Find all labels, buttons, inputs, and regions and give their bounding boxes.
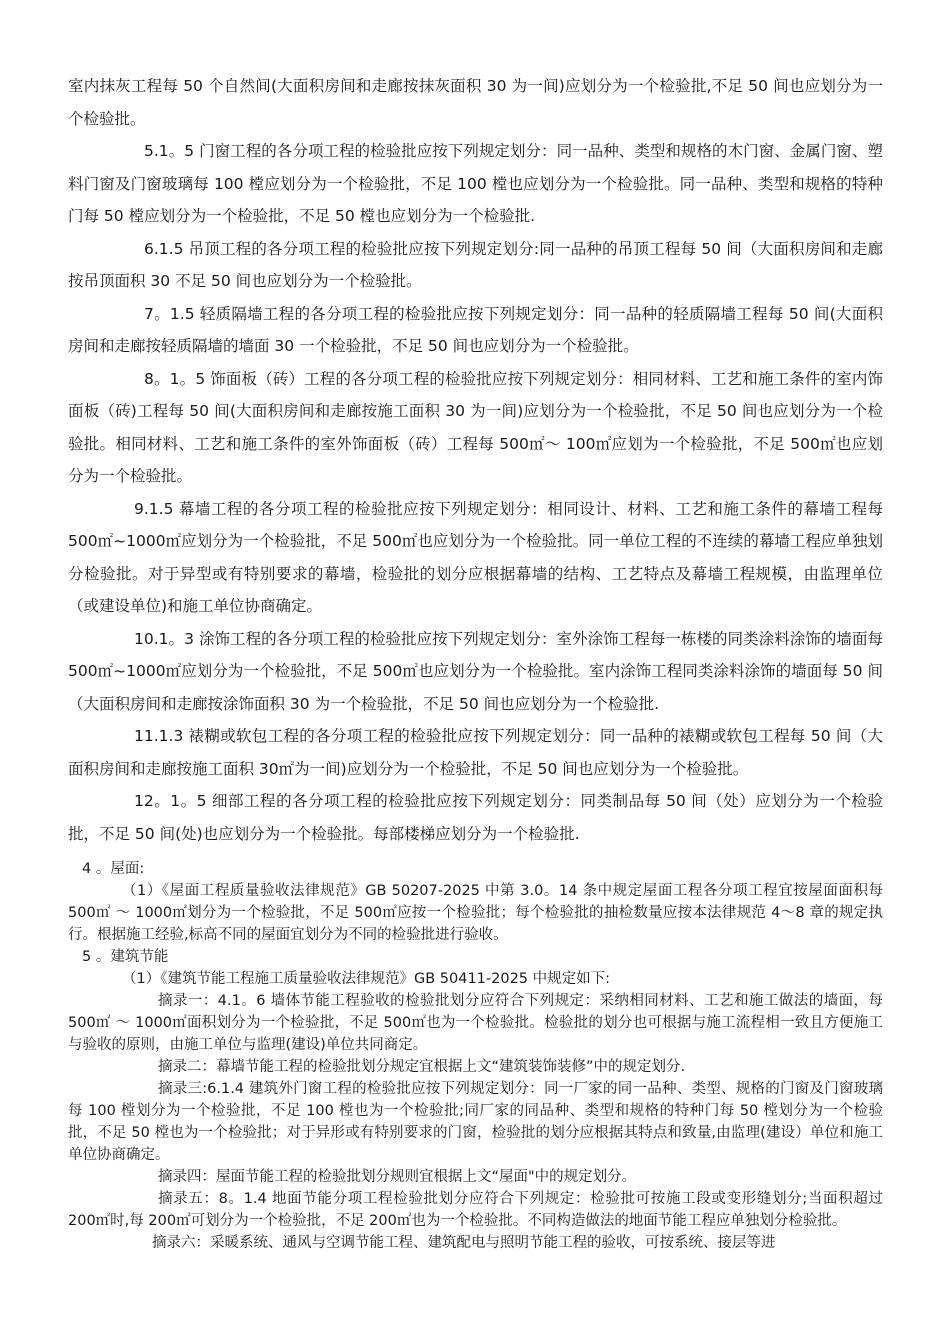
excerpt-1: 摘录一：4.1。6 墙体节能工程验收的检验批划分应符合下列规定：采纳相同材料、工艺和施工做法的墙面，每 500㎡ ～ 1000㎡面积划分为一个检验批，不足 500㎡也为一个检验批。检验批的划分也可根据与施工流程相一致且方便施工与验收的原则，由施工单位与监理(建设)单位共同商定。 <box>68 993 883 1053</box>
paragraph-coating: 10.1。3 涂饰工程的各分项工程的检验批应按下列规定划分：室外涂饰工程每一栋楼的同类涂料涂饰的墙面每 500㎡~1000㎡应划分为一个检验批，不足 500㎡也应划分为一个检验批。室内涂饰工程同类涂料涂饰的墙面每 50 间（大面积房间和走廊按涂饰面积 30 为一个检验批，不足 50 间也应划分为一个检验批. <box>68 629 883 713</box>
excerpt-4: 摘录四：屋面节能工程的检验批划分规则宜根据上文“屋面"中的规定划分。 <box>158 1169 637 1185</box>
paragraph-plastering-continued: 室内抹灰工程每 50 个自然间(大面积房间和走廊按抹灰面积 30 为一间)应划分为一个检验批,不足 50 间也应划分为一个检验批。 <box>68 77 883 128</box>
decoration-section <box>68 70 883 850</box>
roof-heading: 4 。屋面: <box>82 861 145 877</box>
paragraph-wallpaper: 11.1.3 裱糊或软包工程的各分项工程的检验批应按下列规定划分：同一品种的裱糊或软包工程每 50 间（大面积房间和走廊按施工面积 30㎡为一间)应划分为一个检验批，不足 50 间也应划分为一个检验批。 <box>68 727 883 778</box>
paragraph-partition-wall: 7。1.5 轻质隔墙工程的各分项工程的检验批应按下列规定划分：同一品种的轻质隔墙工程每 50 间(大面积房间和走廊按轻质隔墙的墙面 30 一个检验批，不足 50 间也应划分为一个检验批。 <box>68 304 883 355</box>
excerpt-3: 摘录三:6.1.4 建筑外门窗工程的检验批应按下列规定划分：同一厂家的同一品种、类型、规格的门窗及门窗玻璃每 100 樘划分为一个检验批，不足 100 樘也为一个检验批;同厂家的同品种、类型和规格的特种门每 50 樘划分为一个检验批，不足 50 樘也为一个检验批；对于异形或有特别要求的门窗，检验批的划分应根据其特点和致量,由监理(建设）单位和施工单位协商确定。 <box>68 1081 883 1163</box>
roof-energy-section <box>68 858 883 1254</box>
energy-intro: （1）《建筑节能工程施工质量验收法律规范》GB 50411-2025 中规定如下: <box>122 971 611 987</box>
excerpt-6: 摘录六：采暖系统、通风与空调节能工程、建筑配电与照明节能工程的验收，可按系统、接层等进 <box>152 1235 776 1251</box>
energy-heading: 5 。建筑节能 <box>82 949 169 965</box>
paragraph-doors-windows: 5.1。5 门窗工程的各分项工程的检验批应按下列规定划分：同一品种、类型和规格的木门窗、金属门窗、塑料门窗及门窗玻璃每 100 樘应划分为一个检验批，不足 100 樘也应划分为一个检验批。同一品种、类型和规格的特种门每 50 樘应划分为一个检验批，不足 50 樘也应划分为一个检验批. <box>68 142 883 225</box>
paragraph-facing-tile: 8。1。5 饰面板（砖）工程的各分项工程的检验批应按下列规定划分：相同材料、工艺和施工条件的室内饰面板（砖)工程每 50 间(大面积房间和走廊按施工面积 30 为一间)应划分为一个检验批，不足 50 间也应划分为一个检验批。相同材料、工艺和施工条件的室外饰面板（砖）工程每 500㎡～ 100㎡应划为一个检验批，不足 500㎡也应划分为一个检验批。 <box>68 369 883 485</box>
excerpt-5: 摘录五：8。1.4 地面节能分项工程检验批划分应符合下列规定：检验批可按施工段或变形缝划分;当面积超过 200㎡时,每 200㎡可划分为一个检验批，不足 200㎡也为一个检验批。不同构造做法的地面节能工程应单独划分检验批。 <box>68 1191 883 1229</box>
paragraph-ceiling: 6.1.5 吊顶工程的各分项工程的检验批应按下列规定划分:同一品种的吊顶工程每 50 间（大面积房间和走廊按吊顶面积 30 不足 50 间也应划分为一个检验批。 <box>68 239 883 290</box>
paragraph-detail-work: 12。1。5 细部工程的各分项工程的检验批应按下列规定划分：同类制品每 50 间（处）应划分为一个检验批，不足 50 间(处)也应划分为一个检验批。每部楼梯应划分为一个检验批. <box>68 792 883 843</box>
excerpt-2: 摘录二：幕墙节能工程的检验批划分规定宜根据上文“建筑装饰装修”中的规定划分. <box>158 1059 686 1075</box>
paragraph-curtain-wall: 9.1.5 幕墙工程的各分项工程的检验批应按下列规定划分：相同设计、材料、工艺和施工条件的幕墙工程每 500㎡~1000㎡应划分为一个检验批，不足 500㎡也应划分为一个检验批。同一单位工程的不连续的幕墙工程应单独划分检验批。对于异型或有特别要求的幕墙，检验批的划分应根据幕墙的结构、工艺特点及幕墙工程规模，由监理单位（或建设单位)和施工单位协商确定。 <box>68 499 883 615</box>
document-page <box>68 70 883 1254</box>
roof-paragraph: （1）《屋面工程质量验收法律规范》GB 50207-2025 中第 3.0。14 条中规定屋面工程各分项工程宜按屋面面积每 500㎡ ～ 1000㎡划分为一个检验批，不足 500㎡应按一个检验批；每个检验批的抽检数量应按本法律规范 4～8 章的规定执行。根据施工经验,标高不同的屋面宜划分为不同的检验批进行验收。 <box>68 883 883 943</box>
